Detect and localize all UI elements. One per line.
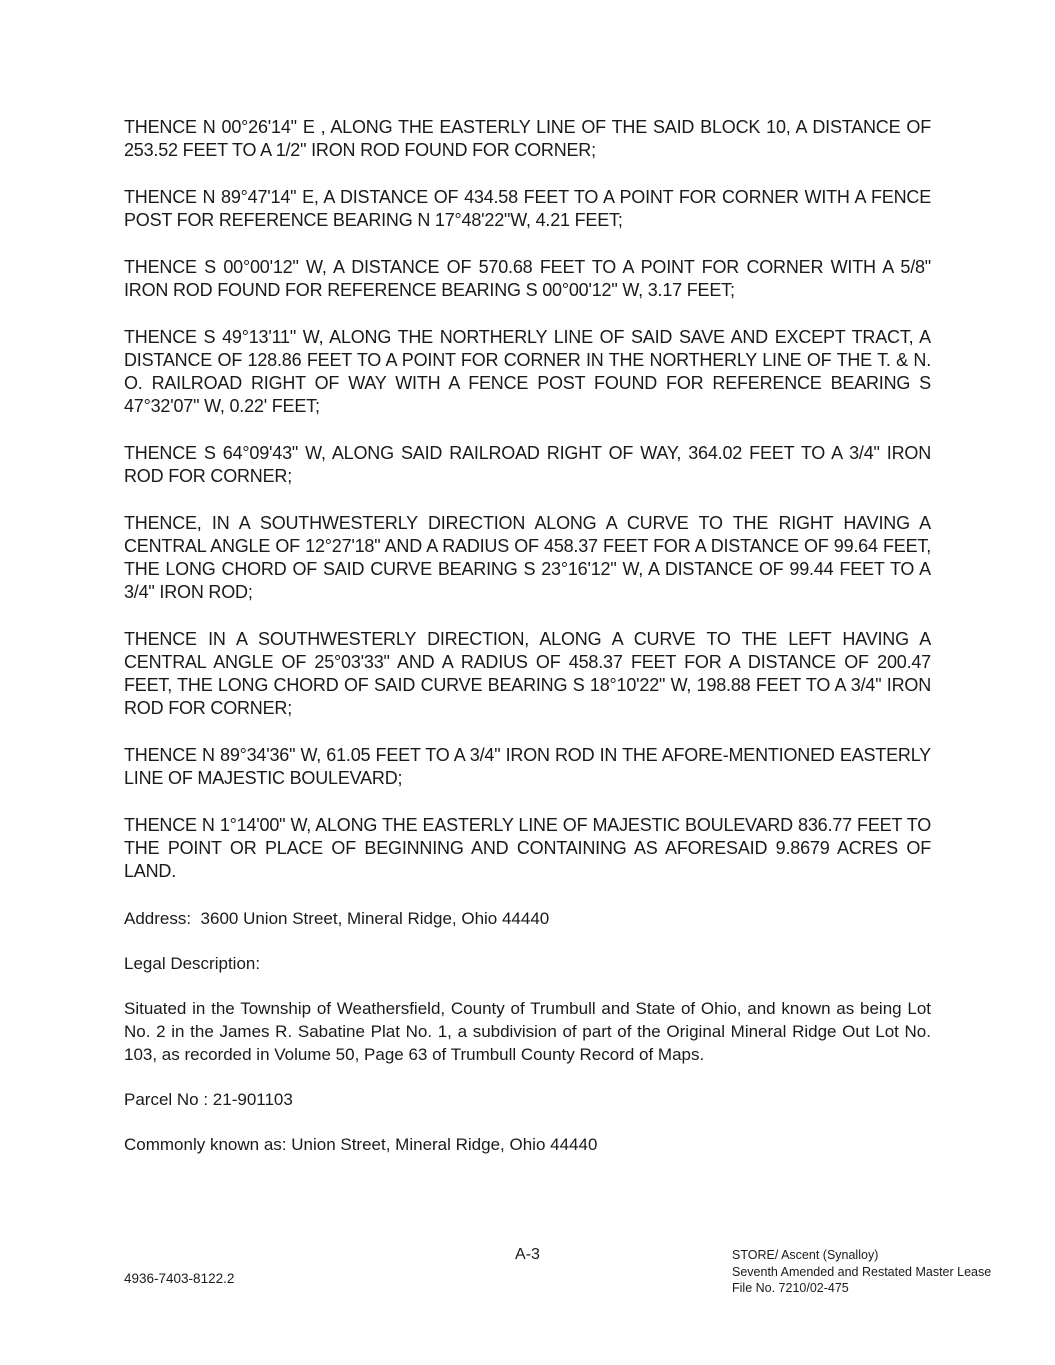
thence-paragraph-9: THENCE N 1°14'00" W, ALONG THE EASTERLY LINE OF MAJESTIC BOULEVARD 836.77 FEET TO THE POINT OR PLACE OF BEGINNING AND CONTAINING AS AFORESAID 9.8679 ACRES OF LAND. — [124, 815, 931, 881]
commonly-known-line: Commonly known as: Union Street, Mineral Ridge, Ohio 44440 — [124, 1135, 598, 1154]
address-line: Address: 3600 Union Street, Mineral Ridge, Ohio 44440 — [124, 909, 550, 928]
footer-right-line-3: File No. 7210/02-475 — [732, 1281, 849, 1295]
footer-right-line-2: Seventh Amended and Restated Master Lease — [732, 1264, 992, 1279]
thence-paragraph-3: THENCE S 00°00'12" W, A DISTANCE OF 570.68 FEET TO A POINT FOR CORNER WITH A 5/8" IRON ROD FOUND FOR REFERENCE BEARING S 00°00'12" W, 3.17 FEET; — [124, 257, 931, 300]
footer-right-block — [732, 1247, 991, 1297]
legal-description-body: Situated in the Township of Weathersfield, County of Trumbull and State of Ohio, and known as being Lot No. 2 in the James R. Sabatine Plat No. 1, a subdivision of part of the Original Mineral Ridge Out Lot No. 103, as recorded in Volume 50, Page 63 of Trumbull County Record of Maps. — [124, 999, 936, 1064]
footer-document-reference: 4936-7403-8122.2 — [124, 1271, 235, 1286]
parcel-number-line: Parcel No : 21-901103 — [124, 1090, 293, 1109]
footer-page-number: A-3 — [515, 1246, 540, 1263]
thence-paragraph-1: THENCE N 00°26'14" E , ALONG THE EASTERLY LINE OF THE SAID BLOCK 10, A DISTANCE OF 253.52 FEET TO A 1/2" IRON ROD FOUND FOR CORNER; — [124, 117, 931, 160]
document-body — [124, 116, 936, 1178]
thence-paragraph-7: THENCE IN A SOUTHWESTERLY DIRECTION, ALONG A CURVE TO THE LEFT HAVING A CENTRAL ANGLE OF 25°03'33" AND A RADIUS OF 458.37 FEET FOR A DISTANCE OF 200.47 FEET, THE LONG CHORD OF SAID CURVE BEARING S 18°10'22" W, 198.88 FEET TO A 3/4" IRON ROD FOR CORNER; — [124, 629, 931, 718]
thence-paragraph-6: THENCE, IN A SOUTHWESTERLY DIRECTION ALONG A CURVE TO THE RIGHT HAVING A CENTRAL ANGLE OF 12°27'18" AND A RADIUS OF 458.37 FEET FOR A DISTANCE OF 99.64 FEET, THE LONG CHORD OF SAID CURVE BEARING S 23°16'12" W, A DISTANCE OF 99.44 FEET TO A 3/4" IRON ROD; — [124, 513, 931, 602]
thence-paragraph-8: THENCE N 89°34'36" W, 61.05 FEET TO A 3/4" IRON ROD IN THE AFORE-MENTIONED EASTERLY LINE OF MAJESTIC BOULEVARD; — [124, 745, 931, 788]
thence-paragraph-5: THENCE S 64°09'43" W, ALONG SAID RAILROAD RIGHT OF WAY, 364.02 FEET TO A 3/4" IRON ROD FOR CORNER; — [124, 443, 931, 486]
footer-right-line-1: STORE/ Ascent (Synalloy) — [732, 1248, 879, 1262]
thence-paragraph-4: THENCE S 49°13'11" W, ALONG THE NORTHERLY LINE OF SAID SAVE AND EXCEPT TRACT, A DISTANCE OF 128.86 FEET TO A POINT FOR CORNER IN THE NORTHERLY LINE OF THE T. & N. O. RAILROAD RIGHT OF WAY WITH A FENCE POST FOUND FOR REFERENCE BEARING S 47°32'07" W, 0.22' FEET; — [124, 327, 931, 416]
legal-description-label: Legal Description: — [124, 954, 261, 973]
thence-paragraph-2: THENCE N 89°47'14" E, A DISTANCE OF 434.58 FEET TO A POINT FOR CORNER WITH A FENCE POST FOR REFERENCE BEARING N 17°48'22"W, 4.21 FEET; — [124, 187, 931, 230]
